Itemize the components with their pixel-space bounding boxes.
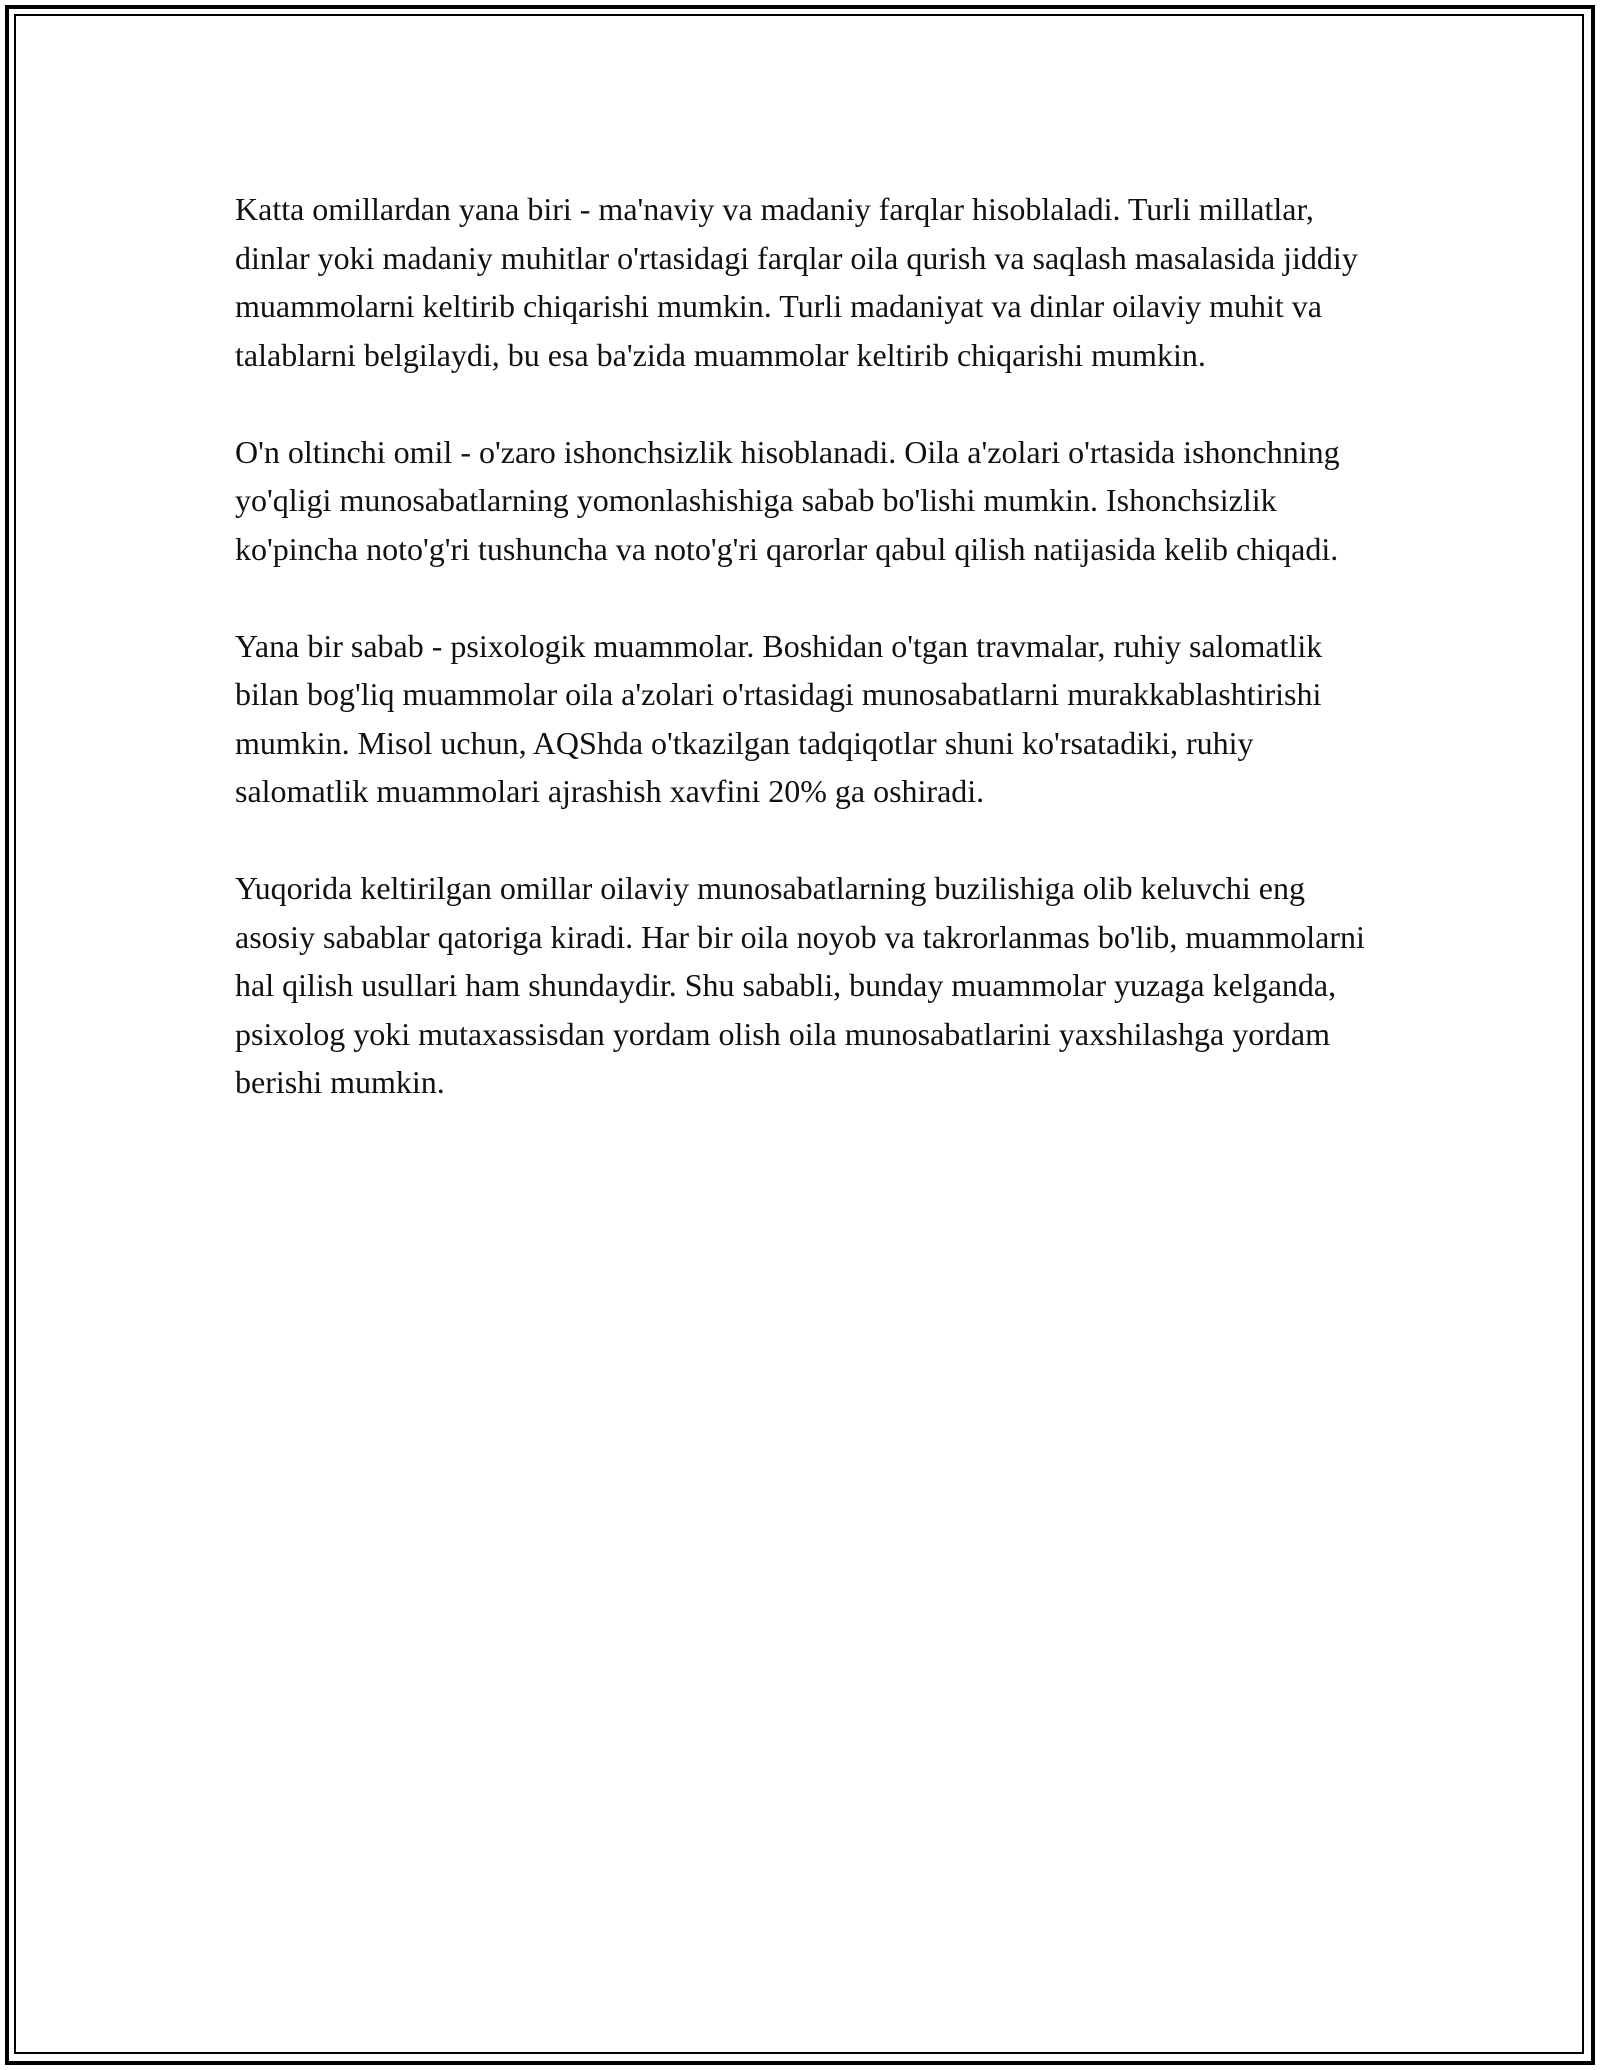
- paragraph-conclusion: Yuqorida keltirilgan omillar oilaviy munosabatlarning buzilishiga olib keluvchi eng asosiy sabablar qatoriga kiradi. Har bir oila noyob va takrorlanmas bo'lib, muammolarni hal qilish usullari ham shundaydir. Shu sababli, bunday muammolar yuzaga kelganda, psixolog yoki mutaxassisdan yordam olish oila munosabatlarini yaxshilashga yordam berishi mumkin.: [235, 870, 1365, 1100]
- document-body: [235, 185, 1375, 1107]
- paragraph-cultural-differences: Katta omillardan yana biri - ma'naviy va madaniy farqlar hisoblaladi. Turli millatlar, dinlar yoki madaniy muhitlar o'rtasidagi farqlar oila qurish va saqlash masalasida jiddiy muammolarni keltirib chiqarishi mumkin. Turli madaniyat va dinlar oilaviy muhit va talablarni belgilaydi, bu esa ba'zida muammolar keltirib chiqarishi mumkin.: [235, 191, 1358, 373]
- paragraph-mutual-distrust: O'n oltinchi omil - o'zaro ishonchsizlik hisoblanadi. Oila a'zolari o'rtasida ishonchning yo'qligi munosabatlarning yomonlashishiga sabab bo'lishi mumkin. Ishonchsizlik ko'pincha noto'g'ri tushuncha va noto'g'ri qarorlar qabul qilish natijasida kelib chiqadi.: [235, 433, 1340, 567]
- paragraph-psychological-problems: Yana bir sabab - psixologik muammolar. Boshidan o'tgan travmalar, ruhiy salomatlik bilan bog'liq muammolar oila a'zolari o'rtasidagi munosabatlarni murakkablashtirishi mumkin. Misol uchun, AQShda o'tkazilgan tadqiqotlar shuni ko'rsatadiki, ruhiy salomatlik muammolari ajrashish xavfini 20% ga oshiradi.: [235, 627, 1323, 809]
